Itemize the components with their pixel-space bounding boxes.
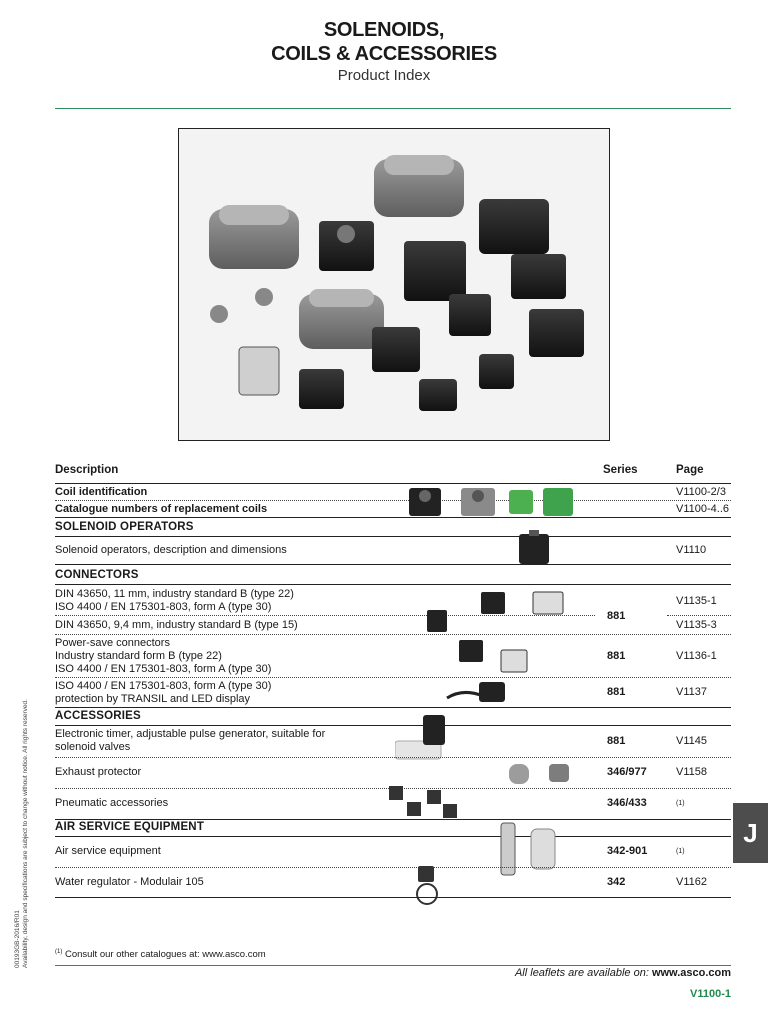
- row-description: Solenoid operators, description and dimensions: [55, 544, 287, 556]
- row-description-line2: solenoid valves: [55, 741, 131, 753]
- section-rule: [55, 897, 731, 898]
- footnote: [55, 949, 266, 960]
- legal-side-text: [14, 658, 30, 968]
- air-service-thumbnail: [495, 819, 565, 884]
- section-rule: [55, 517, 731, 518]
- website-link[interactable]: www.asco.com: [651, 967, 731, 979]
- row-series: 346/433: [607, 797, 647, 809]
- row-description-line3: ISO 4400 / EN 175301-803, form A (type 30): [55, 663, 272, 675]
- row-divider: [55, 867, 731, 868]
- row-page: V1135-3: [676, 619, 717, 631]
- row-divider: [55, 757, 731, 758]
- water-regulator-thumbnail: [410, 864, 444, 911]
- row-divider: [55, 500, 731, 501]
- page-title-line2: COILS & ACCESSORIES: [271, 43, 497, 65]
- row-divider: [55, 634, 731, 635]
- row-series: 346/977: [607, 766, 647, 778]
- section-tab: J: [733, 803, 768, 863]
- row-series: 342-901: [607, 845, 648, 857]
- page-title-line1: SOLENOIDS,: [323, 19, 445, 41]
- legal-notice: Availability, design and specifications are subject to change without notice. All rights reserved.: [22, 699, 29, 968]
- leaflets-text: All leaflets are available on:: [514, 967, 652, 979]
- row-page: V1136-1: [676, 650, 717, 662]
- column-header-page: Page: [676, 464, 704, 476]
- row-description-line2: ISO 4400 / EN 175301-803, form A (type 30): [55, 601, 272, 613]
- row-page: V1135-1: [676, 595, 717, 607]
- row-page: V1162: [676, 876, 707, 888]
- row-divider: [667, 615, 731, 616]
- section-rule: [55, 836, 731, 837]
- row-description-line1: Electronic timer, adjustable pulse generator, suitable for: [55, 728, 326, 740]
- section-title-solenoid-operators: SOLENOID OPERATORS: [55, 521, 194, 533]
- section-title-air-service-equipment: AIR SERVICE EQUIPMENT: [55, 821, 205, 833]
- row-description-line2: protection by TRANSIL and LED display: [55, 693, 251, 705]
- row-description: DIN 43650, 9,4 mm, industry standard B (type 15): [55, 619, 298, 631]
- header-divider: [55, 108, 731, 109]
- row-series: 881: [607, 610, 626, 622]
- row-series: 881: [607, 650, 626, 662]
- footnote-marker: (1): [55, 949, 63, 955]
- row-series: 881: [607, 686, 626, 698]
- footnote-text: Consult our other catalogues at: www.asco.com: [62, 949, 266, 961]
- section-title-connectors: CONNECTORS: [55, 569, 139, 581]
- section-rule: [55, 536, 731, 537]
- page-number: V1100-1: [690, 988, 731, 1000]
- row-page: V1158: [676, 766, 707, 778]
- row-description: Air service equipment: [55, 845, 161, 857]
- column-header-series: Series: [603, 464, 638, 476]
- row-page: V1137: [676, 686, 707, 698]
- title-block: [0, 18, 768, 86]
- section-rule: [55, 819, 731, 820]
- row-page: V1110: [676, 544, 707, 556]
- row-series: 342: [607, 876, 626, 888]
- row-page-footnote: (1): [676, 848, 685, 855]
- row-description: Coil identification: [55, 486, 148, 498]
- footer-divider: [55, 965, 731, 966]
- row-description-line1: Power-save connectors: [55, 637, 170, 649]
- row-description-line1: DIN 43650, 11 mm, industry standard B (type 22): [55, 588, 294, 600]
- row-description: Pneumatic accessories: [55, 797, 169, 809]
- product-photo: [178, 128, 610, 441]
- row-page: V1145: [676, 735, 707, 747]
- section-title-accessories: ACCESSORIES: [55, 710, 141, 722]
- document-code: 00193GB-2016/R01: [14, 910, 21, 968]
- header-rule: [55, 483, 731, 484]
- page-subtitle: Product Index: [337, 67, 431, 84]
- row-description-line1: ISO 4400 / EN 175301-803, form A (type 30): [55, 680, 272, 692]
- leaflets-note: [515, 967, 731, 979]
- row-series: 881: [607, 735, 626, 747]
- row-page-footnote: (1): [676, 800, 685, 807]
- section-rule: [55, 707, 731, 708]
- row-page: V1100-2/3: [676, 486, 726, 498]
- row-description-line2: Industry standard form B (type 22): [55, 650, 222, 662]
- section-rule: [55, 584, 731, 585]
- section-rule: [55, 725, 731, 726]
- column-header-description: Description: [55, 464, 119, 476]
- coil-thumbnails: [407, 484, 577, 525]
- row-page: V1100-4..6: [676, 503, 730, 515]
- power-save-connector-thumbnails: [455, 636, 535, 681]
- row-description: Water regulator - Modulair 105: [55, 876, 204, 888]
- section-rule: [55, 564, 731, 565]
- row-description: Catalogue numbers of replacement coils: [55, 503, 268, 515]
- row-divider: [55, 677, 731, 678]
- row-description: Exhaust protector: [55, 766, 142, 778]
- timer-thumbnail: [395, 713, 465, 768]
